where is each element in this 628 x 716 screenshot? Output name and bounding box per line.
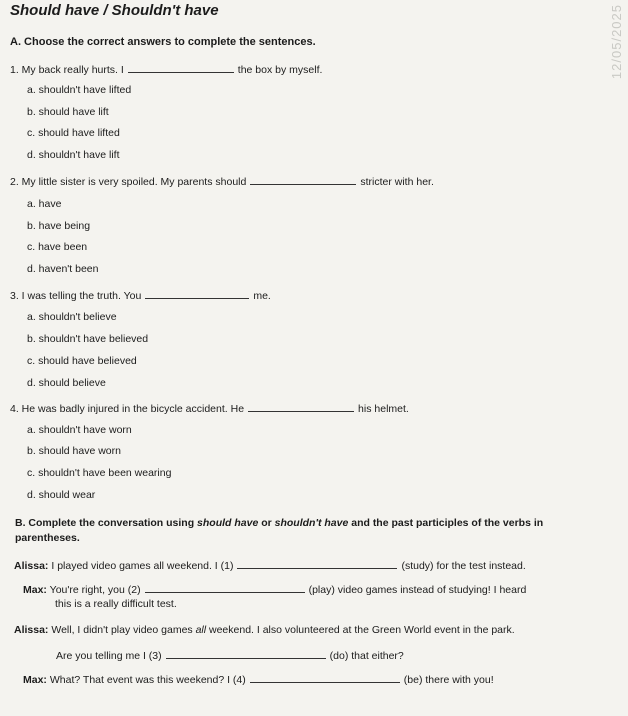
option-3d[interactable]: d. should believe — [27, 377, 106, 389]
question-1-prefix: 1. My back really hurts. I — [10, 64, 124, 76]
section-b-heading-mid: or — [258, 517, 275, 529]
speaker-label: Max: — [23, 584, 47, 596]
option-4c[interactable]: c. shouldn't have been wearing — [27, 467, 172, 479]
option-4d[interactable]: d. should wear — [27, 489, 96, 501]
answer-blank-2[interactable] — [250, 174, 356, 185]
line-1-pre: I played video games all weekend. I (1) — [51, 560, 234, 572]
answer-blank-b2[interactable] — [145, 582, 305, 593]
answer-blank-4[interactable] — [248, 401, 354, 412]
line-3-emphasis: all — [195, 624, 207, 636]
question-2 — [10, 174, 434, 188]
line-4-post: (do) that either? — [329, 650, 404, 662]
option-1d[interactable]: d. shouldn't have lift — [27, 149, 120, 161]
question-2-suffix: stricter with her. — [360, 176, 434, 188]
question-2-prefix: 2. My little sister is very spoiled. My parents should — [10, 176, 247, 188]
option-4a[interactable]: a. shouldn't have worn — [27, 424, 132, 436]
question-1-suffix: the box by myself. — [237, 64, 323, 76]
section-a-heading: A. Choose the correct answers to complete the sentences. — [10, 36, 316, 48]
option-3c[interactable]: c. should have believed — [27, 355, 137, 367]
line-5-post: (be) there with you! — [403, 674, 494, 686]
option-2a[interactable]: a. have — [27, 198, 62, 210]
answer-blank-3[interactable] — [145, 288, 249, 299]
question-3 — [10, 288, 271, 302]
option-3b[interactable]: b. shouldn't have believed — [27, 333, 149, 345]
section-b-heading-em1: should have — [197, 517, 259, 529]
option-2c[interactable]: c. have been — [27, 241, 88, 253]
line-4-pre: Are you telling me I (3) — [56, 650, 162, 662]
speaker-label: Alissa: — [14, 624, 49, 636]
page-title: Should have / Shouldn't have — [10, 2, 219, 19]
question-4 — [10, 401, 409, 415]
option-1c[interactable]: c. should have lifted — [27, 127, 120, 139]
line-2-pre: You're right, you (2) — [49, 584, 141, 596]
answer-blank-b4[interactable] — [250, 672, 400, 683]
section-b-heading-em2: shouldn't have — [274, 517, 349, 529]
line-1-post: (study) for the test instead. — [401, 560, 526, 572]
speaker-label: Max: — [23, 674, 47, 686]
answer-blank-b3[interactable] — [166, 648, 326, 659]
question-3-suffix: me. — [253, 290, 271, 302]
conversation-line-1 — [14, 558, 526, 572]
option-4b[interactable]: b. should have worn — [27, 445, 121, 457]
section-b-heading-pre: B. Complete the conversation using — [15, 517, 198, 529]
line-2-post: (play) video games instead of studying! I heard — [308, 584, 527, 596]
answer-blank-1[interactable] — [128, 62, 234, 73]
line-5-pre: What? That event was this weekend? I (4) — [49, 674, 246, 686]
question-4-suffix: his helmet. — [358, 403, 409, 415]
conversation-line-5 — [23, 672, 494, 686]
option-2b[interactable]: b. have being — [27, 220, 91, 232]
option-2d[interactable]: d. haven't been — [27, 263, 99, 275]
section-b-heading-post: and the past participles of the verbs in parentheses. — [15, 517, 544, 544]
option-1a[interactable]: a. shouldn't have lifted — [27, 84, 132, 96]
conversation-line-4 — [56, 648, 404, 662]
line-3-pre: Well, I didn't play video games — [51, 624, 196, 636]
line-2-continuation: this is a really difficult test. — [55, 598, 177, 610]
question-4-prefix: 4. He was badly injured in the bicycle accident. He — [10, 403, 245, 415]
speaker-label: Alissa: — [14, 560, 49, 572]
question-3-prefix: 3. I was telling the truth. You — [10, 290, 142, 302]
conversation-line-3 — [14, 624, 515, 636]
option-1b[interactable]: b. should have lift — [27, 106, 109, 118]
line-3-post: weekend. I also volunteered at the Green World event in the park. — [206, 624, 515, 636]
answer-blank-b1[interactable] — [237, 558, 397, 569]
conversation-line-2 — [23, 582, 526, 596]
date-stamp: 12/05/2025 — [609, 4, 624, 80]
section-b-heading — [15, 516, 605, 546]
question-1 — [10, 62, 322, 76]
option-3a[interactable]: a. shouldn't believe — [27, 311, 117, 323]
